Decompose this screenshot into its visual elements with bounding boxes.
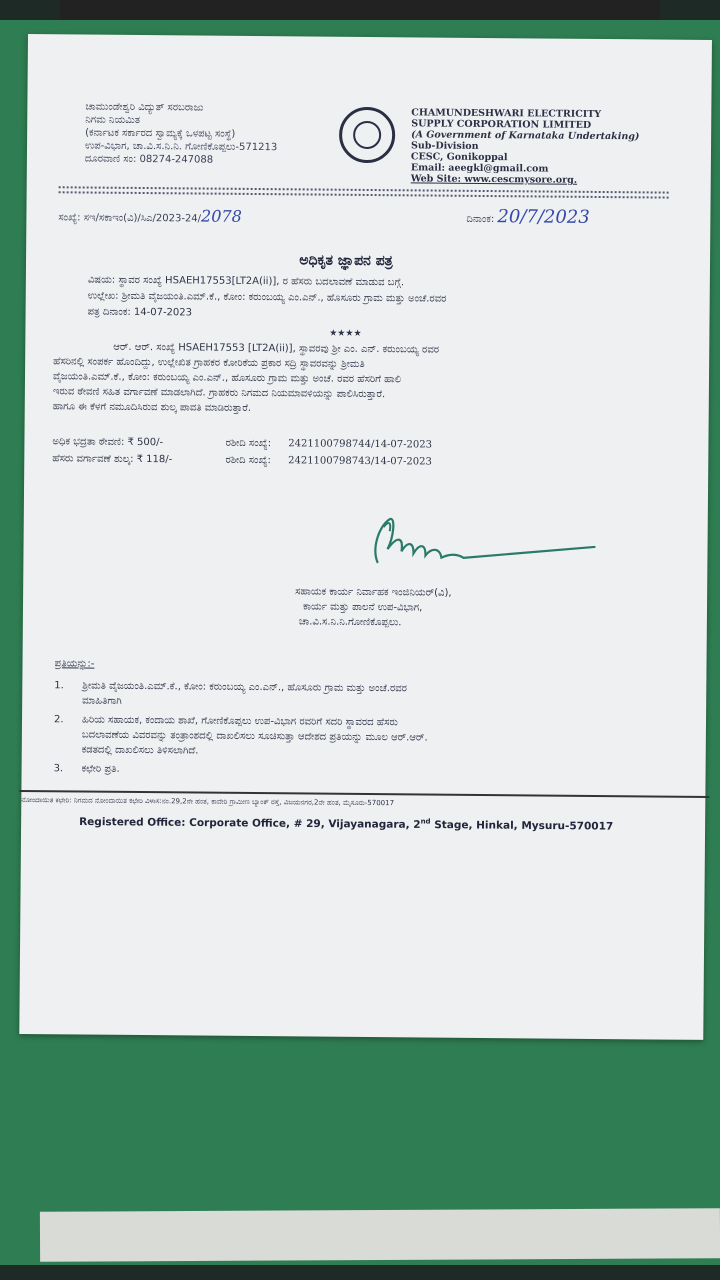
reference-line-1: ಉಲ್ಲೇಖ: ಶ್ರೀಮತಿ ವೈಜಯಂತಿ.ಎಮ್.ಕೆ., ಕೋಂ: ಕರುಂಬಯ್ಯ ಎಂ.ಎನ್., ಹೊಸೂರು ಗ್ರಾಮ ಮತ್ತು ಅಂಚೆ.ರವರ bbox=[87, 290, 447, 305]
reg-sup: nd bbox=[420, 817, 431, 826]
footer-kannada: ನೋಂದಾಯಿತ ಕಛೇರಿ: ನಿಗಮದ ನೋಂದಾಯಿತ ಕಛೇರಿ ವಿಳಾಸ:ನಂ.29,2ನೇ ಹಂತ, ಕಾವೇರಿ ಗ್ರಾಮೀಣ ಬ್ಯಾಂಕ್ ರಸ್ತೆ, ವಿಜಯನಗರ,2ನೇ ಹಂತ, ಮೈಸೂರು-570017 bbox=[21, 795, 395, 808]
signatory-line-1: ಸಹಾಯಕ ಕಾರ್ಯ ನಿರ್ವಾಹಕ ಇಂಜಿನಿಯರ್(ವಿ), bbox=[295, 586, 452, 599]
copies-list bbox=[54, 678, 665, 781]
org-name-3: (A Government of Karnataka Undertaking) bbox=[411, 129, 640, 143]
body-line: ಇರುವ ಠೇವಣಿ ಸಹಿತ ವರ್ಗಾವಣೆ ಮಾಡಲಾಗಿದೆ. ಗ್ರಾಹಕರು ನಿಗಮದ ನಿಯಮಾವಳಿಯನ್ನು ಪಾಲಿಸಿರುತ್ತಾರೆ. bbox=[52, 386, 386, 401]
sub-division-name: CESC, Gonikoppal bbox=[410, 151, 508, 164]
logo-inner-icon bbox=[353, 121, 381, 149]
header-kannada-line: ಚಾಮುಂಡೇಶ್ವರಿ ವಿದ್ಯುತ್ ಸರಬರಾಜು bbox=[85, 101, 204, 114]
list-item bbox=[54, 678, 664, 713]
payment-row bbox=[52, 451, 432, 469]
sub-division-label: Sub-Division bbox=[410, 140, 479, 152]
list-line: ಹಿರಿಯ ಸಹಾಯಕ, ಕಂದಾಯ ಶಾಖೆ, ಗೋಣಿಕೊಪ್ಪಲು ಉಪ-ವಿಭಾಗ ರವರಿಗೆ ಸದರಿ ಸ್ಥಾವರದ ಹೆಸರು bbox=[81, 714, 398, 729]
payment-label: ಹೆಸರು ವರ್ಗಾವಣೆ ಶುಲ್ಕ: ₹ 118/- bbox=[52, 453, 173, 466]
payment-row bbox=[52, 434, 432, 452]
registered-office bbox=[79, 814, 613, 832]
header-kannada-line: ಉಪ-ವಿಭಾಗ, ಚಾ.ವಿ.ಸ.ನಿ.ನಿ. ಗೋಣಿಕೊಪ್ಪಲು-571213 bbox=[84, 140, 278, 154]
signatory-block bbox=[295, 584, 452, 630]
receipt-label: ರಶೀದಿ ಸಂಖ್ಯೆ: bbox=[225, 437, 272, 450]
reg-part-1: Registered Office: Corporate Office, # 29, Vijayanagara, 2 bbox=[79, 815, 421, 831]
body-line: ಹಾಗೂ ಈ ಕೆಳಗೆ ನಮೂದಿಸಿರುವ ಶುಲ್ಕ ಪಾವತಿ ಮಾಡಿರುತ್ತಾರೆ. bbox=[52, 401, 252, 414]
list-number: 1. bbox=[54, 680, 64, 692]
document-title: ಅಧಿಕೃತ ಜ್ಞಾಪನ ಪತ್ರ bbox=[299, 252, 393, 270]
signatory-line-3: ಚಾ.ವಿ.ಸ.ನಿ.ನಿ.ಗೋಣಿಕೊಪ್ಪಲು. bbox=[298, 616, 402, 629]
receipt-number: 2421100798744/14-07-2023 bbox=[288, 438, 433, 451]
header-kannada bbox=[85, 101, 278, 168]
web-line: Web Site: www.cescmysore.org. bbox=[410, 173, 578, 186]
email-line: Email: aeegkl@gmail.com bbox=[410, 162, 549, 175]
date-label: ದಿನಾಂಕ: bbox=[466, 213, 495, 226]
list-line: ಕಡತದಲ್ಲಿ ದಾಖಲಿಸಲು ತಿಳಿಸಲಾಗಿದೆ. bbox=[81, 744, 199, 757]
paper-edge bbox=[40, 1208, 720, 1262]
stars-separator: ★★★★ bbox=[329, 328, 362, 339]
header-kannada-line: ದೂರವಾಣಿ ಸಂ: 08274-247088 bbox=[84, 153, 214, 166]
receipt-number: 2421100798743/14-07-2023 bbox=[288, 455, 432, 468]
receipt-label: ರಶೀದಿ ಸಂಖ್ಯೆ: bbox=[225, 454, 271, 467]
reg-part-2: Stage, Hinkal, Mysuru-570017 bbox=[430, 819, 614, 833]
list-item bbox=[54, 712, 664, 762]
list-line: ಬದಲಾವಣೆಯ ವಿವರವನ್ನು ತಂತ್ರಾಂಶದಲ್ಲಿ ದಾಖಲಿಸಲು ಸೂಚಿಸುತ್ತಾ ಆದೇಶದ ಪ್ರತಿಯನ್ನು ಮೂಲ ಆರ್.ಆರ್. bbox=[81, 729, 428, 744]
copies-heading: ಪ್ರತಿಯನ್ನು:- bbox=[54, 658, 95, 670]
org-name-1: CHAMUNDESHWARI ELECTRICITY bbox=[411, 107, 602, 121]
ref-label: ಸಂಖ್ಯೆ: ಸಇ/ಸಕಾಇಂ(ವಿ)/ಸಿಎ/2023-24/ bbox=[58, 212, 202, 225]
letter-date bbox=[466, 206, 590, 228]
signatory-line-2: ಕಾರ್ಯ ಮತ್ತು ಪಾಲನೆ ಉಪ-ವಿಭಾಗ, bbox=[302, 601, 423, 614]
subject-line: ವಿಷಯ: ಸ್ಥಾವರ ಸಂಖ್ಯೆ HSAEH17553[LT2A(ii)], ರ ಹೆಸರು ಬದಲಾವಣೆ ಮಾಡುವ ಬಗ್ಗೆ. bbox=[87, 274, 405, 289]
body-line: ಆರ್. ಆರ್. ಸಂಖ್ಯೆ HSAEH17553 [LT2A(ii)], ಸ್ಥಾವರವು ಶ್ರೀ ಎಂ. ಎನ್. ಕರುಂಬಯ್ಯ ರವರ bbox=[113, 341, 440, 356]
list-line: ಮಾಹಿತಿಗಾಗಿ bbox=[82, 695, 122, 707]
ref-number-handwritten: 2078 bbox=[201, 206, 242, 226]
body-line: ಹೆಸರಿನಲ್ಲಿ ಸಂಪರ್ಕ ಹೊಂದಿದ್ದು, ಉಲ್ಲೇಖಿತ ಗ್ರಾಹಕರ ಕೋರಿಕೆಯ ಪ್ರಕಾರ ಸದ್ರಿ ಸ್ಥಾವರವನ್ನು ಶ್ರೀಮತಿ bbox=[53, 356, 365, 370]
document-page bbox=[19, 34, 712, 1040]
list-line: ಕಛೇರಿ ಪ್ರತಿ. bbox=[81, 763, 120, 775]
org-name-2: SUPPLY CORPORATION LIMITED bbox=[411, 118, 592, 131]
cesc-logo bbox=[339, 107, 395, 163]
list-line: ಶ್ರೀಮತಿ ವೈಜಯಂತಿ.ಎಮ್.ಕೆ., ಕೋಂ: ಕರುಂಬಯ್ಯ ಎಂ.ಎನ್., ಹೊಸೂರು ಗ್ರಾಮ ಮತ್ತು ಅಂಚೆ.ರವರ bbox=[82, 680, 408, 695]
reference-line-2: ಪತ್ರ ದಿನಾಂಕ: 14-07-2023 bbox=[87, 306, 193, 319]
body-paragraph bbox=[53, 339, 664, 419]
header-kannada-line: ನಿಗಮ ನಿಯಮಿತ bbox=[85, 114, 141, 126]
list-number: 2. bbox=[53, 714, 64, 726]
header-english bbox=[411, 107, 640, 186]
list-item bbox=[54, 761, 664, 781]
list-number: 3. bbox=[53, 763, 64, 775]
payment-label: ಅಧಿಕ ಭದ್ರತಾ ಠೇವಣಿ: ₹ 500/- bbox=[52, 436, 164, 449]
signature-icon bbox=[369, 507, 600, 579]
reference-number bbox=[58, 208, 242, 226]
body-line: ವೈಜಯಂತಿ.ಎಮ್.ಕೆ., ಕೋಂ: ಕರುಂಬಯ್ಯ ಎಂ.ಎನ್., ಹೊಸೂರು ಗ್ರಾಮ ಮತ್ತು ಅಂಚೆ. ರವರ ಹೆಸರಿಗೆ ಹಾಲಿ bbox=[52, 371, 402, 386]
date-handwritten: 20/7/2023 bbox=[497, 206, 590, 228]
header-kannada-line: (ಕರ್ನಾಟಕ ಸರ್ಕಾರದ ಸ್ವಾಮ್ಯಕ್ಕೆ ಒಳಪಟ್ಟ ಸಂಸ್ಥೆ) bbox=[85, 127, 236, 140]
